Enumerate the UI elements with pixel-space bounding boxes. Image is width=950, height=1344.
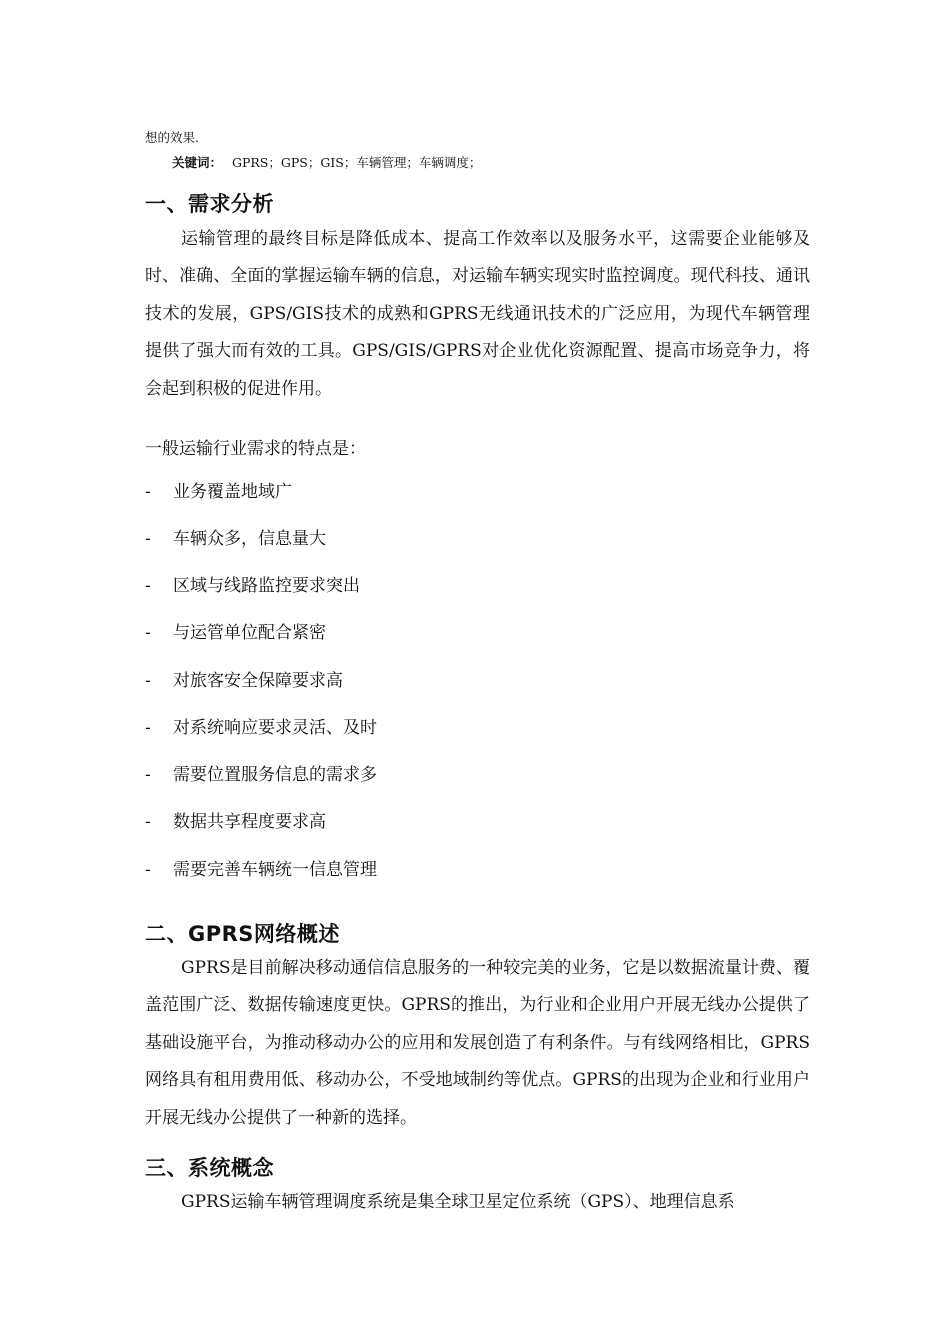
list-item-text: 对系统响应要求灵活、及时 bbox=[173, 718, 377, 738]
list-item-text: 需要完善车辆统一信息管理 bbox=[173, 860, 377, 880]
section1-heading: 一、需求分析 bbox=[145, 192, 274, 216]
list-item-text: 区域与线路监控要求突出 bbox=[173, 576, 360, 596]
list-item bbox=[145, 810, 645, 834]
list-item bbox=[145, 574, 645, 598]
list-item-text: 需要位置服务信息的需求多 bbox=[173, 765, 377, 785]
dash-bullet: - bbox=[145, 576, 151, 596]
list-item bbox=[145, 669, 645, 693]
dash-bullet: - bbox=[145, 718, 151, 738]
dash-bullet: - bbox=[145, 812, 151, 832]
section2-heading: 二、GPRS网络概述 bbox=[145, 922, 340, 946]
section1-paragraph: 运输管理的最终目标是降低成本、提高工作效率以及服务水平，这需要企业能够及时、准确、全面的掌握运输车辆的信息，对运输车辆实现实时监控调度。现代科技、通讯技术的发展，GPS/GIS技术的成熟和GPRS无线通讯技术的广泛应用，为现代车辆管理提供了强大而有效的工具。GPS/GIS/GPRS对企业优化资源配置、提高市场竞争力，将会起到积极的促进作用。 bbox=[145, 229, 810, 399]
dash-bullet: - bbox=[145, 529, 151, 549]
list-item bbox=[145, 527, 645, 551]
list-item bbox=[145, 480, 645, 504]
section2-paragraph: GPRS是目前解决移动通信信息服务的一种较完美的业务，它是以数据流量计费、覆盖范围广泛、数据传输速度更快。GPRS的推出，为行业和企业用户开展无线办公提供了基础设施平台，为推动移动办公的应用和发展创造了有利条件。与有线网络相比，GPRS网络具有租用费用低、移动办公，不受地域制约等优点。GPRS的出现为企业和行业用户开展无线办公提供了一种新的选择。 bbox=[145, 958, 810, 1128]
list-item-text: 与运管单位配合紧密 bbox=[173, 623, 326, 643]
section3-paragraph: GPRS运输车辆管理调度系统是集全球卫星定位系统（GPS）、地理信息系 bbox=[181, 1192, 735, 1212]
dash-bullet: - bbox=[145, 765, 151, 785]
list-item bbox=[145, 716, 645, 740]
list-item bbox=[145, 763, 645, 787]
dash-bullet: - bbox=[145, 623, 151, 643]
keywords-line bbox=[172, 153, 481, 171]
features-intro: 一般运输行业需求的特点是： bbox=[145, 439, 366, 459]
list-item-text: 对旅客安全保障要求高 bbox=[173, 671, 343, 691]
dash-bullet: - bbox=[145, 860, 151, 880]
list-item-text: 业务覆盖地域广 bbox=[173, 482, 292, 502]
dash-bullet: - bbox=[145, 671, 151, 691]
list-item-text: 数据共享程度要求高 bbox=[173, 812, 326, 832]
list-item bbox=[145, 621, 645, 645]
keywords-label: 关键词： bbox=[172, 155, 223, 170]
list-item-text: 车辆众多，信息量大 bbox=[173, 529, 326, 549]
keywords-value: GPRS；GPS；GIS；车辆管理；车辆调度； bbox=[232, 155, 482, 170]
top-fragment: 想的效果. bbox=[145, 130, 199, 145]
dash-bullet: - bbox=[145, 482, 151, 502]
section3-heading: 三、系统概念 bbox=[145, 1156, 274, 1180]
list-item bbox=[145, 858, 645, 882]
